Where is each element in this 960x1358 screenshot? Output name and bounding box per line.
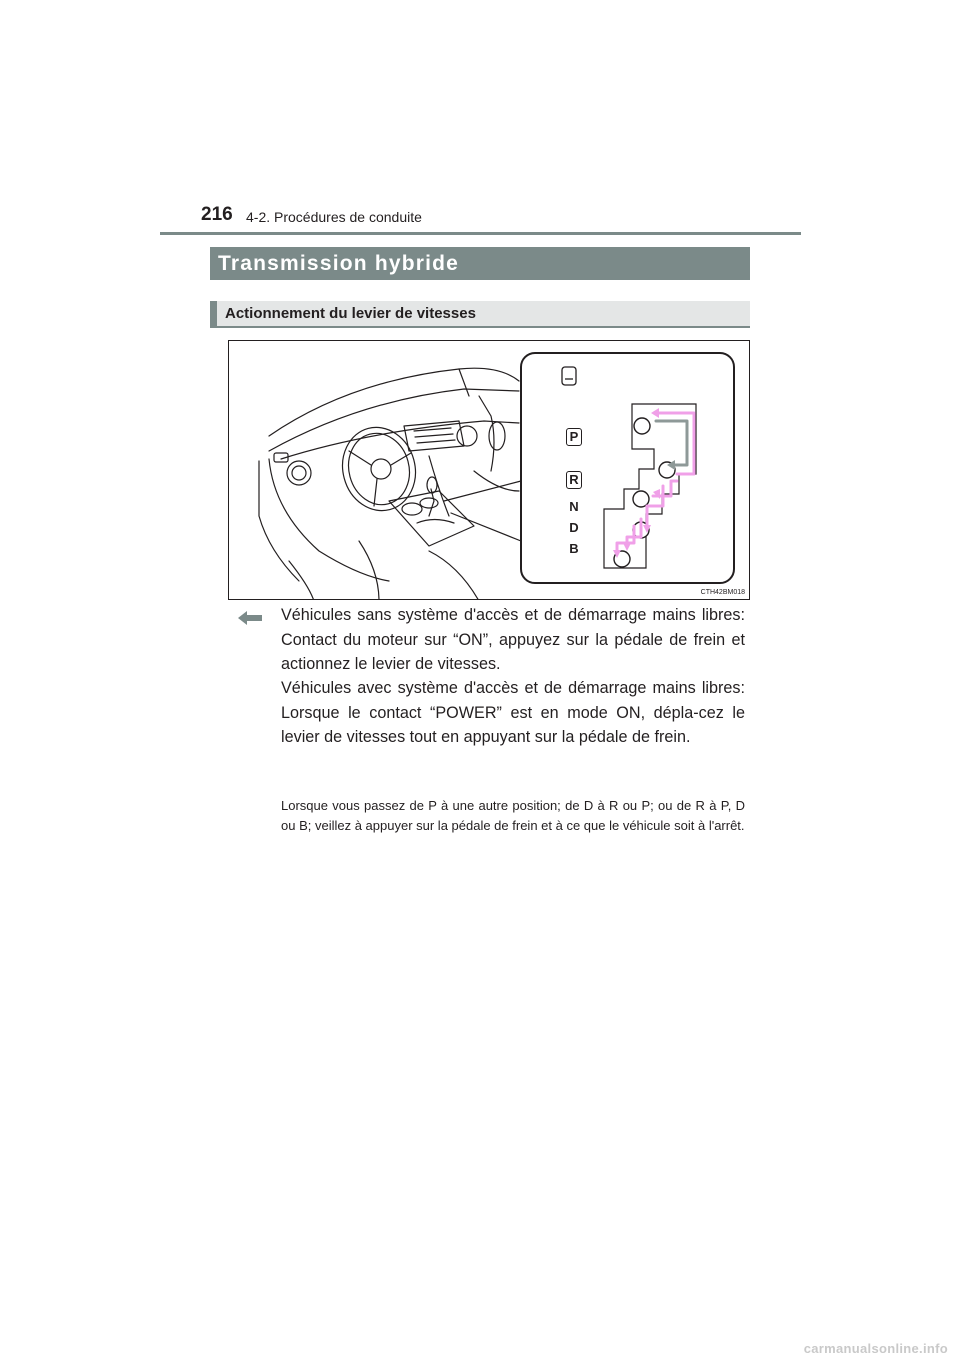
section-reference: 4-2. Procédures de conduite bbox=[246, 209, 422, 225]
header-divider bbox=[160, 232, 801, 235]
subsection-title-bar bbox=[210, 301, 750, 328]
gear-label-r: R bbox=[566, 471, 582, 489]
gear-label-b: B bbox=[569, 541, 579, 556]
subsection-title: Actionnement du levier de vitesses bbox=[225, 305, 476, 322]
page-number: 216 bbox=[201, 204, 233, 225]
section-title-bar bbox=[210, 247, 750, 280]
gear-label-d: D bbox=[569, 520, 579, 535]
note-paragraph: Lorsque vous passez de P à une autre position; de D à R ou P; ou de R à P, D ou B; veillez à appuyer sur la pédale de frein et à ce que le véhicule soit à l'arrêt. bbox=[281, 798, 745, 833]
section-title: Transmission hybride bbox=[218, 251, 460, 275]
shift-lever-illustration bbox=[228, 340, 750, 600]
gear-label-n: N bbox=[569, 499, 579, 514]
paragraph-without-smart-key: Véhicules sans système d'accès et de démarrage mains libres: Contact du moteur sur “ON”, appuyez sur la pédale de frein et actionnez le levier de vitesses. bbox=[281, 606, 745, 673]
figure-code: CTH42BM018 bbox=[700, 589, 745, 596]
dashboard-drawing bbox=[229, 341, 750, 600]
paragraph-with-smart-key: Véhicules avec système d'accès et de démarrage mains libres: Lorsque le contact “POWER” est en mode ON, dépla-cez le levier de vitesses tout en appuyant sur la pédale de frein. bbox=[281, 679, 745, 746]
watermark: carmanualsonline.info bbox=[803, 1341, 948, 1356]
left-arrow-icon bbox=[238, 611, 262, 625]
gear-label-p: P bbox=[566, 428, 582, 446]
